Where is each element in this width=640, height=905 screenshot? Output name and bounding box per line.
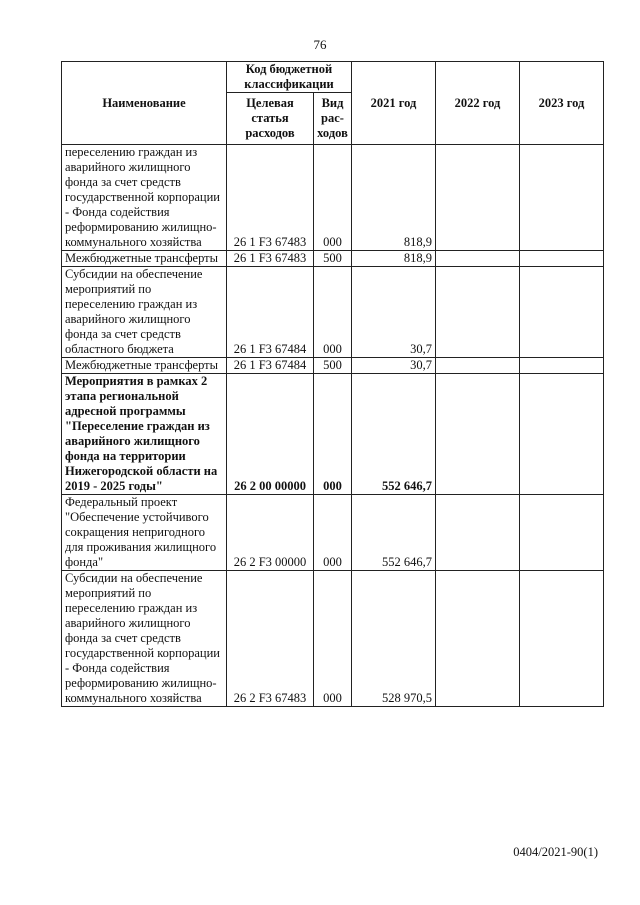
expense-type-cell: 000 bbox=[314, 571, 352, 707]
target-article-cell: 26 1 F3 67484 bbox=[227, 358, 314, 374]
header-2021: 2021 год bbox=[352, 62, 436, 145]
amount-2023-cell bbox=[520, 571, 604, 707]
page-number: 76 bbox=[313, 37, 327, 52]
amount-2021-cell: 552 646,7 bbox=[352, 374, 436, 495]
header-target-article: Целевая статья расходов bbox=[227, 93, 314, 145]
amount-2022-cell bbox=[436, 251, 520, 267]
amount-2023-cell bbox=[520, 267, 604, 358]
amount-2023-cell bbox=[520, 145, 604, 251]
amount-2023-cell bbox=[520, 251, 604, 267]
amount-2021-cell: 818,9 bbox=[352, 251, 436, 267]
expense-type-cell: 000 bbox=[314, 145, 352, 251]
amount-2022-cell bbox=[436, 495, 520, 571]
table-row bbox=[62, 571, 604, 707]
header-expense-type: Вид рас-ходов bbox=[314, 93, 352, 145]
target-article-cell: 26 2 F3 67483 bbox=[227, 571, 314, 707]
amount-2021-cell: 30,7 bbox=[352, 267, 436, 358]
expense-type-cell: 000 bbox=[314, 495, 352, 571]
row-name-cell: Мероприятия в рамках 2 этапа региональной адресной программы "Переселение граждан из аварийного жилищного фонда на территории Нижегородской области на 2019 - 2025 годы" bbox=[62, 374, 227, 495]
target-article-cell: 26 1 F3 67483 bbox=[227, 145, 314, 251]
amount-2023-cell bbox=[520, 495, 604, 571]
table-row bbox=[62, 374, 604, 495]
expense-type-cell: 500 bbox=[314, 251, 352, 267]
row-name-cell: переселению граждан из аварийного жилищного фонда за счет средств государственной корпорации - Фонда содействия реформированию жилищно-коммунального хозяйства bbox=[62, 145, 227, 251]
budget-table bbox=[61, 61, 604, 707]
row-name-cell: Федеральный проект "Обеспечение устойчивого сокращения непригодного для проживания жилищного фонда" bbox=[62, 495, 227, 571]
target-article-cell: 26 1 F3 67484 bbox=[227, 267, 314, 358]
document-code: 0404/2021-90(1) bbox=[513, 845, 598, 859]
expense-type-cell: 000 bbox=[314, 374, 352, 495]
header-2023: 2023 год bbox=[520, 62, 604, 145]
table-body bbox=[62, 145, 604, 707]
row-name-cell: Субсидии на обеспечение мероприятий по переселению граждан из аварийного жилищного фонда за счет средств государственной корпорации - Фонда содействия реформированию жилищно-коммунального хозяйства bbox=[62, 571, 227, 707]
amount-2021-cell: 818,9 bbox=[352, 145, 436, 251]
amount-2023-cell bbox=[520, 374, 604, 495]
table-row bbox=[62, 358, 604, 374]
table-row bbox=[62, 495, 604, 571]
table-row bbox=[62, 267, 604, 358]
row-name-cell: Межбюджетные трансферты bbox=[62, 358, 227, 374]
amount-2023-cell bbox=[520, 358, 604, 374]
amount-2022-cell bbox=[436, 358, 520, 374]
amount-2021-cell: 552 646,7 bbox=[352, 495, 436, 571]
table-row bbox=[62, 251, 604, 267]
amount-2022-cell bbox=[436, 374, 520, 495]
amount-2022-cell bbox=[436, 267, 520, 358]
expense-type-cell: 500 bbox=[314, 358, 352, 374]
target-article-cell: 26 1 F3 67483 bbox=[227, 251, 314, 267]
amount-2022-cell bbox=[436, 145, 520, 251]
row-name-cell: Субсидии на обеспечение мероприятий по переселению граждан из аварийного жилищного фонда за счет средств областного бюджета bbox=[62, 267, 227, 358]
target-article-cell: 26 2 F3 00000 bbox=[227, 495, 314, 571]
amount-2022-cell bbox=[436, 571, 520, 707]
expense-type-cell: 000 bbox=[314, 267, 352, 358]
table-row bbox=[62, 145, 604, 251]
header-code-group: Код бюджетной классификации bbox=[227, 62, 352, 93]
row-name-cell: Межбюджетные трансферты bbox=[62, 251, 227, 267]
amount-2021-cell: 528 970,5 bbox=[352, 571, 436, 707]
header-name: Наименование bbox=[62, 62, 227, 145]
target-article-cell: 26 2 00 00000 bbox=[227, 374, 314, 495]
header-2022: 2022 год bbox=[436, 62, 520, 145]
amount-2021-cell: 30,7 bbox=[352, 358, 436, 374]
